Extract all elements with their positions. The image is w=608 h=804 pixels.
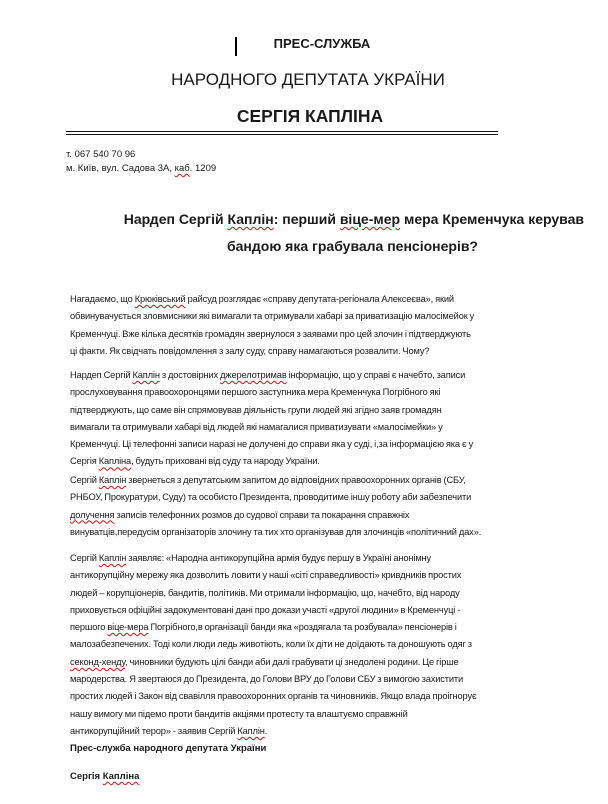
line	[70, 654, 596, 671]
text: , чиновники будують цілі банди аби далі грабувати ці знедолені родини. Це гірше	[125, 656, 459, 667]
title-line-1	[66, 206, 584, 233]
text: Сергія	[70, 456, 99, 467]
line: РНБОУ, Прокуратури, Суду) та особисто Президента, проводитиме іншу роботу аби забезпечити	[70, 492, 472, 503]
text: Каплін	[98, 553, 127, 563]
text: Каплін	[98, 475, 127, 485]
text: першого	[70, 622, 108, 633]
title-part: мера Кременчука керував	[400, 211, 584, 227]
header-name: СЕРГІЯ КАПЛІНА	[236, 106, 384, 126]
line: прослуховування правоохоронцями першого заступника мера Кременчука Погрібного які	[70, 387, 441, 398]
line: малозабезпечених. Тоді коли люди ледь животіють, коли їх діти не доїдають та доношують одяг з	[70, 639, 472, 650]
line: вимагали та отримували хабарі від людей які намагалися приватизувати «малосімейки» у	[70, 421, 443, 432]
paragraph-4	[70, 550, 596, 740]
text: Капліна	[102, 771, 140, 782]
title-part: : перший	[273, 211, 340, 227]
line	[70, 367, 596, 384]
text: інформацію, що у справі є начебто, записи	[286, 370, 466, 380]
text: джерелотримав	[220, 370, 287, 380]
paragraph-2	[70, 367, 596, 471]
text: заявляє: «Народна антикорупційна армія будує першу в Україні анонімну	[126, 553, 432, 563]
line: винуватців,передусім організаторів злочину та тих хто організував для злочинців «політичний дах».	[70, 526, 482, 537]
text: Капліна	[98, 456, 132, 467]
text: Погрібного,в організації банди яка «роздягала та розбувала» пенсіонерів і	[148, 622, 457, 633]
text: звернеться з депутатським запитом до відповідних правоохоронних органів (СБУ,	[126, 475, 466, 485]
header-deputy: НАРОДНОГО ДЕПУТАТА УКРАЇНИ	[171, 70, 445, 89]
address-text-end: . 1209	[189, 163, 217, 174]
line	[70, 453, 596, 470]
header-divider-top	[66, 131, 498, 132]
paragraph-3	[70, 472, 596, 541]
line: Кременчуці. Вже кілька десятків громадян звернулося з заявами про цей злочин і підтверджують	[70, 328, 471, 339]
line	[70, 472, 596, 489]
line: ці факти. Як свідчать повідомлення з залу суду, справу намагаються розвалити. Чому?	[70, 345, 430, 356]
line	[70, 507, 596, 524]
text: .	[264, 725, 268, 736]
line: нашу вимогу ми підемо проти бандитів акціями протесту та влаштуємо справжній	[70, 708, 408, 719]
line	[70, 619, 596, 636]
text: секонд-хенду	[70, 656, 126, 667]
line: людей – корупціонерів, бандитів, політиків. Ми отримали інформацію, що, начебто, від народу	[70, 587, 460, 598]
title-part: Каплін	[227, 211, 274, 227]
address-word: каб	[174, 163, 190, 174]
line	[70, 723, 596, 740]
text: антикорупційний терор» - заявив Сергій	[70, 725, 238, 736]
text: Каплін	[237, 725, 265, 736]
article-title	[66, 206, 584, 260]
text: Нагадаємо, що	[70, 294, 135, 304]
line	[70, 291, 596, 308]
title-part: віце-мер	[339, 211, 401, 227]
address-text: м. Київ, вул. Садова 3А,	[66, 163, 175, 174]
header-press-service: ПРЕС-СЛУЖБА	[273, 36, 371, 51]
text: райсуд розглядає «справу депутата-регіонала Алексеєва», який	[185, 294, 454, 304]
line: мародерства. Я звертаюся до Президента, до Голови ВРУ до Голови СБУ з вимогою захистити	[70, 674, 464, 685]
line: підтверджують, що саме він спрямовував діяльність групи людей які згідно заяв громадян	[70, 404, 442, 415]
signature-line-2	[70, 771, 470, 782]
contact-phone: т. 067 540 70 96	[66, 149, 136, 160]
text: записів телефонних розмов до судової справи та покарання справжніх	[114, 509, 410, 520]
text: віце-мера	[107, 622, 149, 633]
title-part: Нардеп Сергій	[123, 211, 228, 227]
line: простих людей і Закон від свавілля правоохоронних органів та чиновників. Якщо влада проігнорує	[70, 691, 477, 702]
text: Сергія	[70, 771, 103, 782]
paragraph-1	[70, 291, 596, 360]
text: Каплін	[132, 370, 160, 380]
text: Крюківський	[134, 294, 186, 304]
text: Нардеп Сергій	[70, 370, 133, 380]
text: Сергій	[70, 553, 99, 563]
text: долучення	[70, 509, 115, 520]
text: , будуть приховані від суду та народу України.	[131, 456, 320, 467]
line: Кременчуці. Ці телефонні записи наразі не долучені до справи яка у суді, і,за інформацією яка є у	[70, 439, 474, 450]
contact-address	[66, 163, 506, 174]
title-line-2: бандою яка грабувала пенсіонерів?	[227, 238, 478, 254]
line: антикорупційну мережу яка дозволить ловити у наші «сіті справедливості» кривдників простих	[70, 570, 462, 581]
header-divider-bottom	[66, 134, 498, 135]
line	[70, 550, 596, 567]
text: з достовірних	[159, 370, 221, 380]
text: Сергій	[70, 475, 99, 485]
signature-line-1: Прес-служба народного депутата України	[70, 743, 267, 754]
line: приховується офіційні задокументовані дані про докази участі «другої людини» в Кременчуці -	[70, 604, 461, 615]
line: обвинувачується зловмисники які вимагали та отримували хабарі за приватизацію малосімейок у	[70, 311, 475, 322]
